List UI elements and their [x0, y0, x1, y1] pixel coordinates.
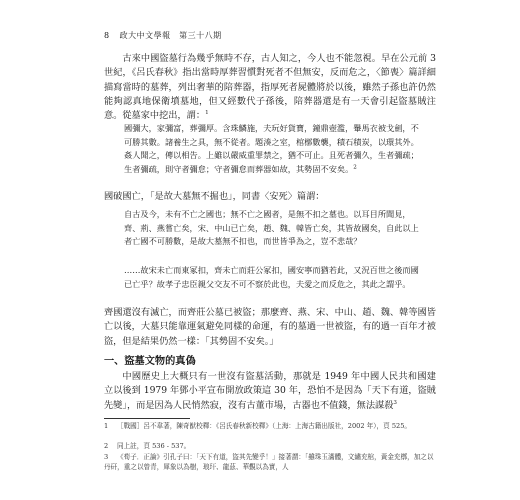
analysis-paragraph: 齊國還沒有滅亡，而齊莊公墓已被盜；那麼齊、燕、宋、中山、趙、魏、韓等國皆亡以後，大墓只能靠運氣避免同樣的命運，有的墓過一世被盜，有的過一百年才被盜，但是結果仍然一樣：「其勢固不安矣。」 [104, 307, 436, 347]
footnote-ref-1: 1 [205, 110, 209, 117]
journal-title: 政大中文學報 第三十八期 [119, 31, 222, 40]
block-quote-1: 國彌大，家彌富，葬彌厚。含珠鱗施，夫玩好貨寶，鐘鼎壺濫，轝馬衣被戈劍，不可勝其數。諸養生之具，無不從者。題湊之室，棺槨數襲，積石積炭，以環其外。姦人聞之，傳以相告。上雖以嚴威重罪禁之，猶不可止。且死者彌久，生者彌疏；生者彌疏，則守者彌怠；守者彌怠而葬器如故，其勢固不安矣。$^2$ [124, 123, 419, 174]
footnote-ref-3: 3 [393, 399, 397, 406]
footnote-1: 1 ［戰國］呂不韋著，陳奇猷校釋：《呂氏春秋新校釋》（上海：上海古籍出版社，2002 年），頁 525。 [104, 422, 411, 430]
block-quote-3: ……故宋未亡而東冢扣，齊未亡而莊公冢扣，國安寧而猶若此，又況百世之後而國已亡乎？故孝子忠臣親父交友不可不察於此也，夫愛之而反危之，其此之謂乎。 [124, 265, 419, 289]
page-number: 8 [104, 31, 110, 40]
section-paragraph: 中國歷史上大概只有一世沒有盜墓活動，那就是 1949 年中國人民共和國建立以後到 1979 年鄧小平宣布開放政策這 30 年，恐怕不是因為「天下有道，盜賊先變」，而是因為人民悄然寂，沒有古董市場，古器也不值錢，無法謀殺$^3$ [104, 371, 436, 411]
footnote-3: 3 《荀子．正論》引孔子曰：「天下有道，盜其先變乎！」接著謂：「雖珠玉滿體，文繡充棺，黃金充槨，加之以丹矸，重之以曾青，犀象以為樹，琅玕、龍茲、華覲以為實，人 [104, 453, 434, 471]
footnote-mark: 2 [104, 442, 109, 450]
intro-paragraph: 古來中國盜墓行為幾乎無時不存，古人知之，今人也不能忽視。早在公元前 3 世紀，《呂氏春秋》指出當時厚葬習慣對死者不但無安，反而危之，〈節喪〉篇詳細描寫當時的墓葬，列出奢華的陪葬器，指厚死者屍體將於以後，雖然子孫也許仍然能夠認真地保衛墳墓地，但又經數代子孫後，陪葬器還是有一天會引起盜墓賊注意。從墓家中挖出，謂：$^1$ [104, 53, 436, 122]
footnote-mark: 1 [104, 422, 109, 430]
footnote-mark: 3 [104, 453, 109, 461]
footnote-ref-2: 2 [353, 164, 357, 171]
transition-paragraph: 國破國亡，「是故大墓無不掘也」，同書〈安死〉篇謂： [104, 191, 325, 202]
footnote-2: 2 同上註，頁 536 - 537。 [104, 442, 191, 450]
running-header [104, 30, 222, 41]
footnote-divider [104, 418, 190, 419]
block-quote-2: 自古及今，未有不亡之國也；無不亡之國者，是無不扣之墓也。以耳目所聞見，齊、荊、燕嘗亡矣，宋、中山已亡矣，趙、魏、韓皆亡矣，其皆故國矣，自此以上者亡國不可勝數，是故大墓無不扣也，而世皆爭為之，豈不悲哉？ [124, 209, 419, 247]
section-title: 一、盜墓文物的真偽 [104, 356, 196, 367]
